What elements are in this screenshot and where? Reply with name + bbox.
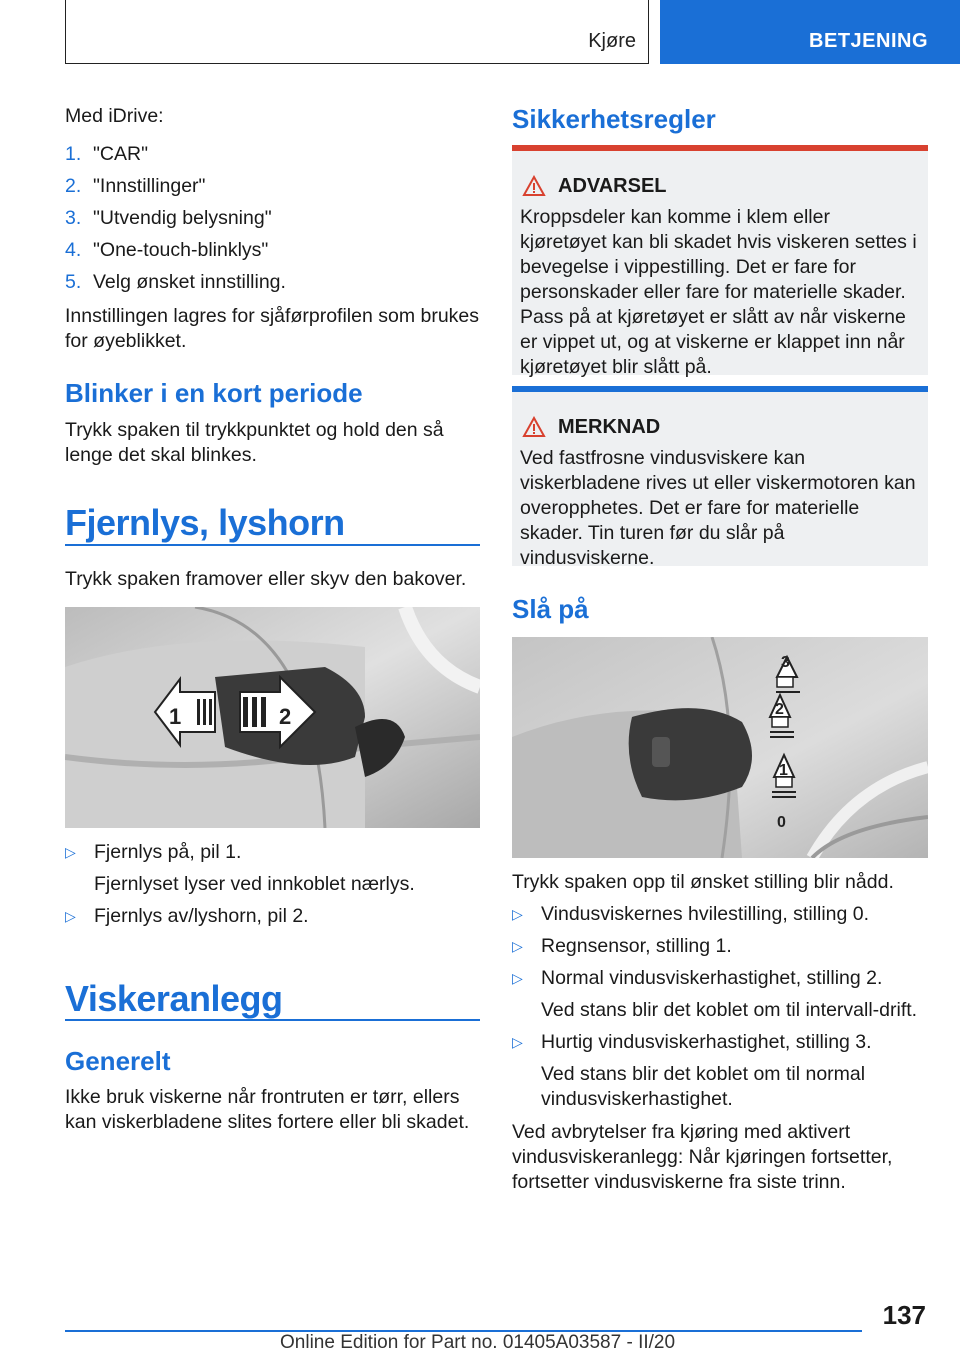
header-chapter-box: [65, 0, 649, 64]
edition-text: Online Edition for Part no. 01405A03587 - II/20: [280, 1332, 676, 1353]
high-beam-list: [65, 840, 480, 929]
list-item: ▷ Fjernlys på, pil 1. Fjernlyset lyser ved innkoblet nærlys.: [65, 841, 415, 895]
interrupt-text: Ved avbrytelser fra kjøring med aktivert vindusviskeranlegg: Når kjøringen fortsetter, fortsetter vindusviskerne fra siste trinn.: [512, 1121, 893, 1193]
position-0-label: 0: [777, 814, 786, 831]
position-1-label: 1: [779, 762, 788, 779]
heading-rule: [65, 1019, 480, 1021]
high-beam-text: Trykk spaken framover eller skyv den bakover.: [65, 568, 467, 590]
step-item: 5. Velg ønsket innstilling.: [65, 271, 286, 293]
safety-heading: Sikkerhetsregler: [512, 104, 716, 134]
chapter-title: Kjøre: [588, 30, 636, 52]
wiper-heading: Viskeranlegg: [65, 978, 283, 1019]
warning-title: ADVARSEL: [558, 174, 667, 197]
step-item: 1. "CAR": [65, 143, 149, 165]
high-beam-stalk-figure: [65, 607, 480, 828]
page-number: 137: [882, 1300, 926, 1330]
blink-text: Trykk spaken til trykkpunktet og hold den så lenge det skal blinkes.: [65, 419, 444, 466]
warning-text: Kroppsdeler kan komme i klem eller kjøretøyet kan bli skadet hvis viskeren settes i bevegelse i vippestilling. Det er fare for personskader eller fare for materielle skader. Pass på at kjøretøyet er slått av når viskerne er vippet ut, og at viskerne er klappet inn når kjøretøyet blir slått på.: [520, 206, 917, 378]
triangle-bullet-icon: ▷: [512, 906, 523, 922]
list-item: ▷ Vindusviskernes hvilestilling, stilling 0.: [512, 903, 870, 925]
wiper-stalk-figure: [512, 637, 928, 858]
warning-triangle-icon: [522, 175, 546, 197]
position-3-label: 3: [781, 654, 790, 671]
section-tab: [660, 0, 960, 64]
wiper-positions-list: [512, 902, 928, 1112]
saved-note: Innstillingen lagres for sjåførprofilen som brukes for øyeblikket.: [65, 305, 480, 352]
high-beam-heading: Fjernlys, lyshorn: [65, 502, 345, 543]
idrive-intro: Med iDrive:: [65, 105, 164, 127]
step-item: 2. "Innstillinger": [65, 175, 206, 197]
step-item: 4. "One-touch-blinklys": [65, 239, 269, 261]
notice-triangle-icon: [522, 416, 546, 438]
step-item: 3. "Utvendig belysning": [65, 207, 272, 229]
notice-title-row: [520, 412, 920, 442]
triangle-bullet-icon: ▷: [65, 844, 76, 860]
wiper-illustration: [512, 637, 928, 858]
blink-heading: Blinker i en kort periode: [65, 378, 363, 408]
notice-title: MERKNAD: [558, 415, 661, 438]
triangle-bullet-icon: ▷: [512, 970, 523, 986]
triangle-bullet-icon: ▷: [65, 908, 76, 924]
notice-box: [512, 386, 928, 569]
notice-text: Ved fastfrosne vindusviskere kan viskerbladene rives ut eller viskermotoren kan overopphetes. Det er fare for materielle skader. Tin turen før du slår på vindusviskerne.: [520, 447, 916, 569]
position-2-label: 2: [775, 701, 784, 718]
list-item: ▷ Regnsensor, stilling 1.: [512, 935, 732, 957]
triangle-bullet-icon: ▷: [512, 938, 523, 954]
list-item: ▷ Normal vindusviskerhastighet, stilling 2. Ved stans blir det koblet om til intervall-drift.: [512, 967, 918, 1021]
general-heading: Generelt: [65, 1046, 171, 1076]
arrow-1-label: 1: [169, 704, 182, 729]
heading-rule: [65, 544, 480, 546]
warning-title-row: [520, 171, 920, 201]
switch-on-heading: Slå på: [512, 594, 589, 624]
stalk-illustration: [65, 607, 480, 828]
general-text: Ikke bruk viskerne når frontruten er tørr, ellers kan viskerbladene slites fortere eller bli skadet.: [65, 1086, 470, 1133]
section-title: BETJENING: [809, 30, 928, 52]
list-item: ▷ Hurtig vindusviskerhastighet, stilling 3. Ved stans blir det koblet om til normal vindusviskerhastighet.: [512, 1031, 872, 1110]
idrive-steps: [65, 138, 480, 298]
list-item: ▷ Fjernlys av/lyshorn, pil 2.: [65, 905, 309, 927]
switch-on-text: Trykk spaken opp til ønsket stilling blir nådd.: [512, 871, 894, 893]
warning-box: [512, 145, 928, 378]
arrow-2-label: 2: [279, 704, 292, 729]
triangle-bullet-icon: ▷: [512, 1034, 523, 1050]
